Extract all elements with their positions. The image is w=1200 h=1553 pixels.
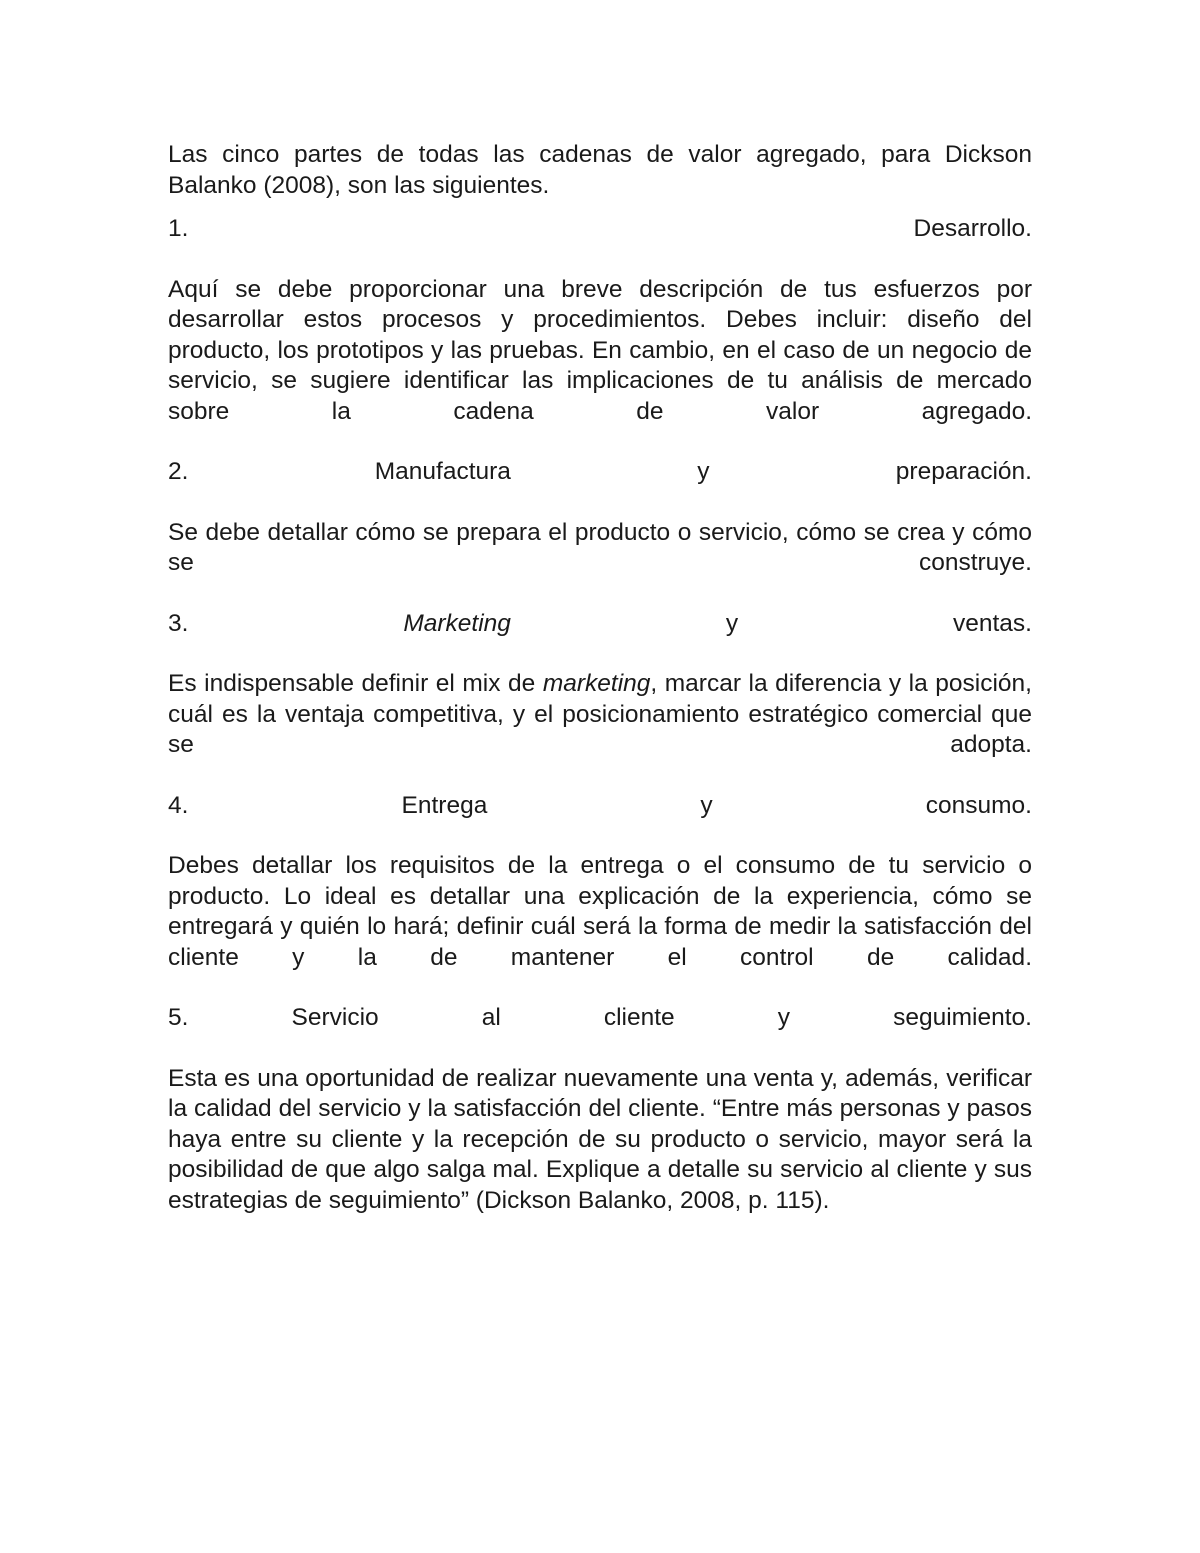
section-3-heading-italic: Marketing [403, 609, 511, 637]
section-5-heading: 5. Servicio al cliente y seguimiento. [168, 1004, 1032, 1031]
section-1-body: Aquí se debe proporcionar una breve descripción de tus esfuerzos por desarrollar estos procesos y procedimientos. Debes incluir: diseño del producto, los prototipos y las pruebas. En cambio, en el caso de un negocio de servicio, se sugiere identificar las implicaciones de tu análisis de mercado sobre la cadena de valor agregado. [168, 275, 1032, 425]
section-3-heading-rest: y ventas. [725, 609, 1032, 637]
document-page [168, 140, 1032, 1246]
section-4-body: Debes detallar los requisitos de la entrega o el consumo de tu servicio o producto. Lo ideal es detallar una explicación de la experiencia, cómo se entregará y quién lo hará; definir cuál será la forma de medir la satisfacción del cliente y la de mantener el control de calidad. [168, 852, 1032, 971]
section-3-body-part1: Es indispensable definir el mix de [168, 670, 536, 697]
section-4-heading: 4. Entrega y consumo. [168, 791, 1032, 819]
section-3-body-part2: , marcar la diferencia y la posición, cuál es la ventaja competitiva, y el posicionamiento estratégico comercial que se adopta. [168, 670, 1032, 758]
section-3-heading [168, 609, 1032, 640]
section-5-body: Esta es una oportunidad de realizar nuevamente una venta y, además, verificar la calidad del servicio y la satisfacción del cliente. “Entre más personas y pasos haya entre su cliente y la recepción de su producto o servicio, mayor será la posibilidad de que algo salga mal. Explique a detalle su servicio al cliente y sus estrategias de seguimiento” (Dickson Balanko, 2008, p. 115). [168, 1064, 1032, 1214]
section-3-body [168, 669, 1032, 761]
section-2-heading: 2. Manufactura y preparación. [168, 458, 1032, 485]
section-1-heading: 1. Desarrollo. [168, 215, 1032, 242]
section-3-number: 3. [168, 609, 189, 637]
section-3-body-italic: marketing [542, 670, 651, 697]
section-2-body: Se debe detallar cómo se prepara el producto o servicio, cómo se crea y cómo se construye. [168, 518, 1032, 576]
intro-paragraph: Las cinco partes de todas las cadenas de valor agregado, para Dickson Balanko (2008), son las siguientes. [168, 141, 1032, 199]
